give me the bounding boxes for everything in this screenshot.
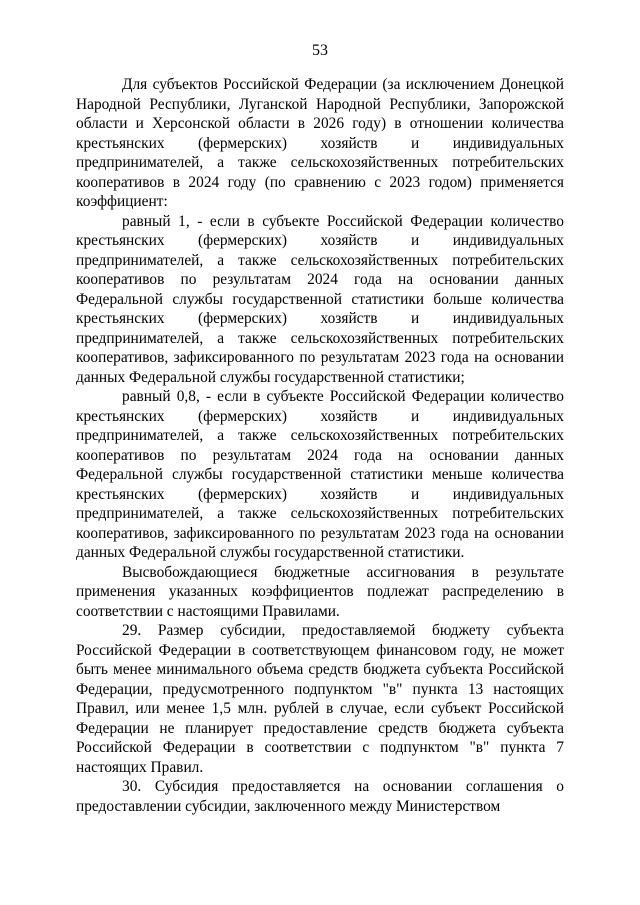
paragraph-item-29: 29. Размер субсидии, предоставляемой бюджету субъекта Российской Федерации в соответствующем финансовом году, не может быть менее минимального объема средств бюджета субъекта Российской Федерации, предусмотренного подпунктом "в" пункта 13 настоящих Правил, или менее 1,5 млн. рублей в случае, если субъект Российской Федерации не планирует предоставление средств бюджета субъекта Российской Федерации в соответствии с подпунктом "в" пункта 7 настоящих Правил. [76,622,564,776]
page-number: 53 [312,42,328,59]
paragraph-released-allocations: Высвобождающиеся бюджетные ассигнования в результате применения указанных коэффициентов подлежат распределению в соответствии с настоящими Правилами. [76,563,564,620]
paragraph-coefficient-zero-eight: равный 0,8, - если в субъекте Российской Федерации количество крестьянских (фермерских) хозяйств и индивидуальных предпринимателей, а также сельскохозяйственных потребительских кооперативов по результатам 2024 года на основании данных Федеральной службы государственной статистики меньше количества крестьянских (фермерских) хозяйств и индивидуальных предпринимателей, а также сельскохозяйственных потребительских кооперативов, зафиксированного по результатам 2023 года на основании данных Федеральной службы государственной статистики. [76,388,564,561]
paragraph-coefficient-one: равный 1, - если в субъекте Российской Федерации количество крестьянских (фермерских) хозяйств и индивидуальных предпринимателей, а также сельскохозяйственных потребительских кооперативов по результатам 2024 года на основании данных Федеральной службы государственной статистики больше количества крестьянских (фермерских) хозяйств и индивидуальных предпринимателей, а также сельскохозяйственных потребительских кооперативов, зафиксированного по результатам 2023 года на основании данных Федеральной службы государственной статистики; [76,212,564,386]
document-body [76,75,564,816]
paragraph-item-30: 30. Субсидия предоставляется на основании соглашения о предоставлении субсидии, заключенного между Министерством [76,778,564,815]
paragraph-coefficient-intro: Для субъектов Российской Федерации (за исключением Донецкой Народной Республики, Луганской Народной Республики, Запорожской области и Херсонской области в 2026 году) в отношении количества крестьянских (фермерских) хозяйств и индивидуальных предпринимателей, а также сельскохозяйственных потребительских кооперативов в 2024 году (по сравнению с 2023 годом) применяется коэффициент: [76,76,564,210]
